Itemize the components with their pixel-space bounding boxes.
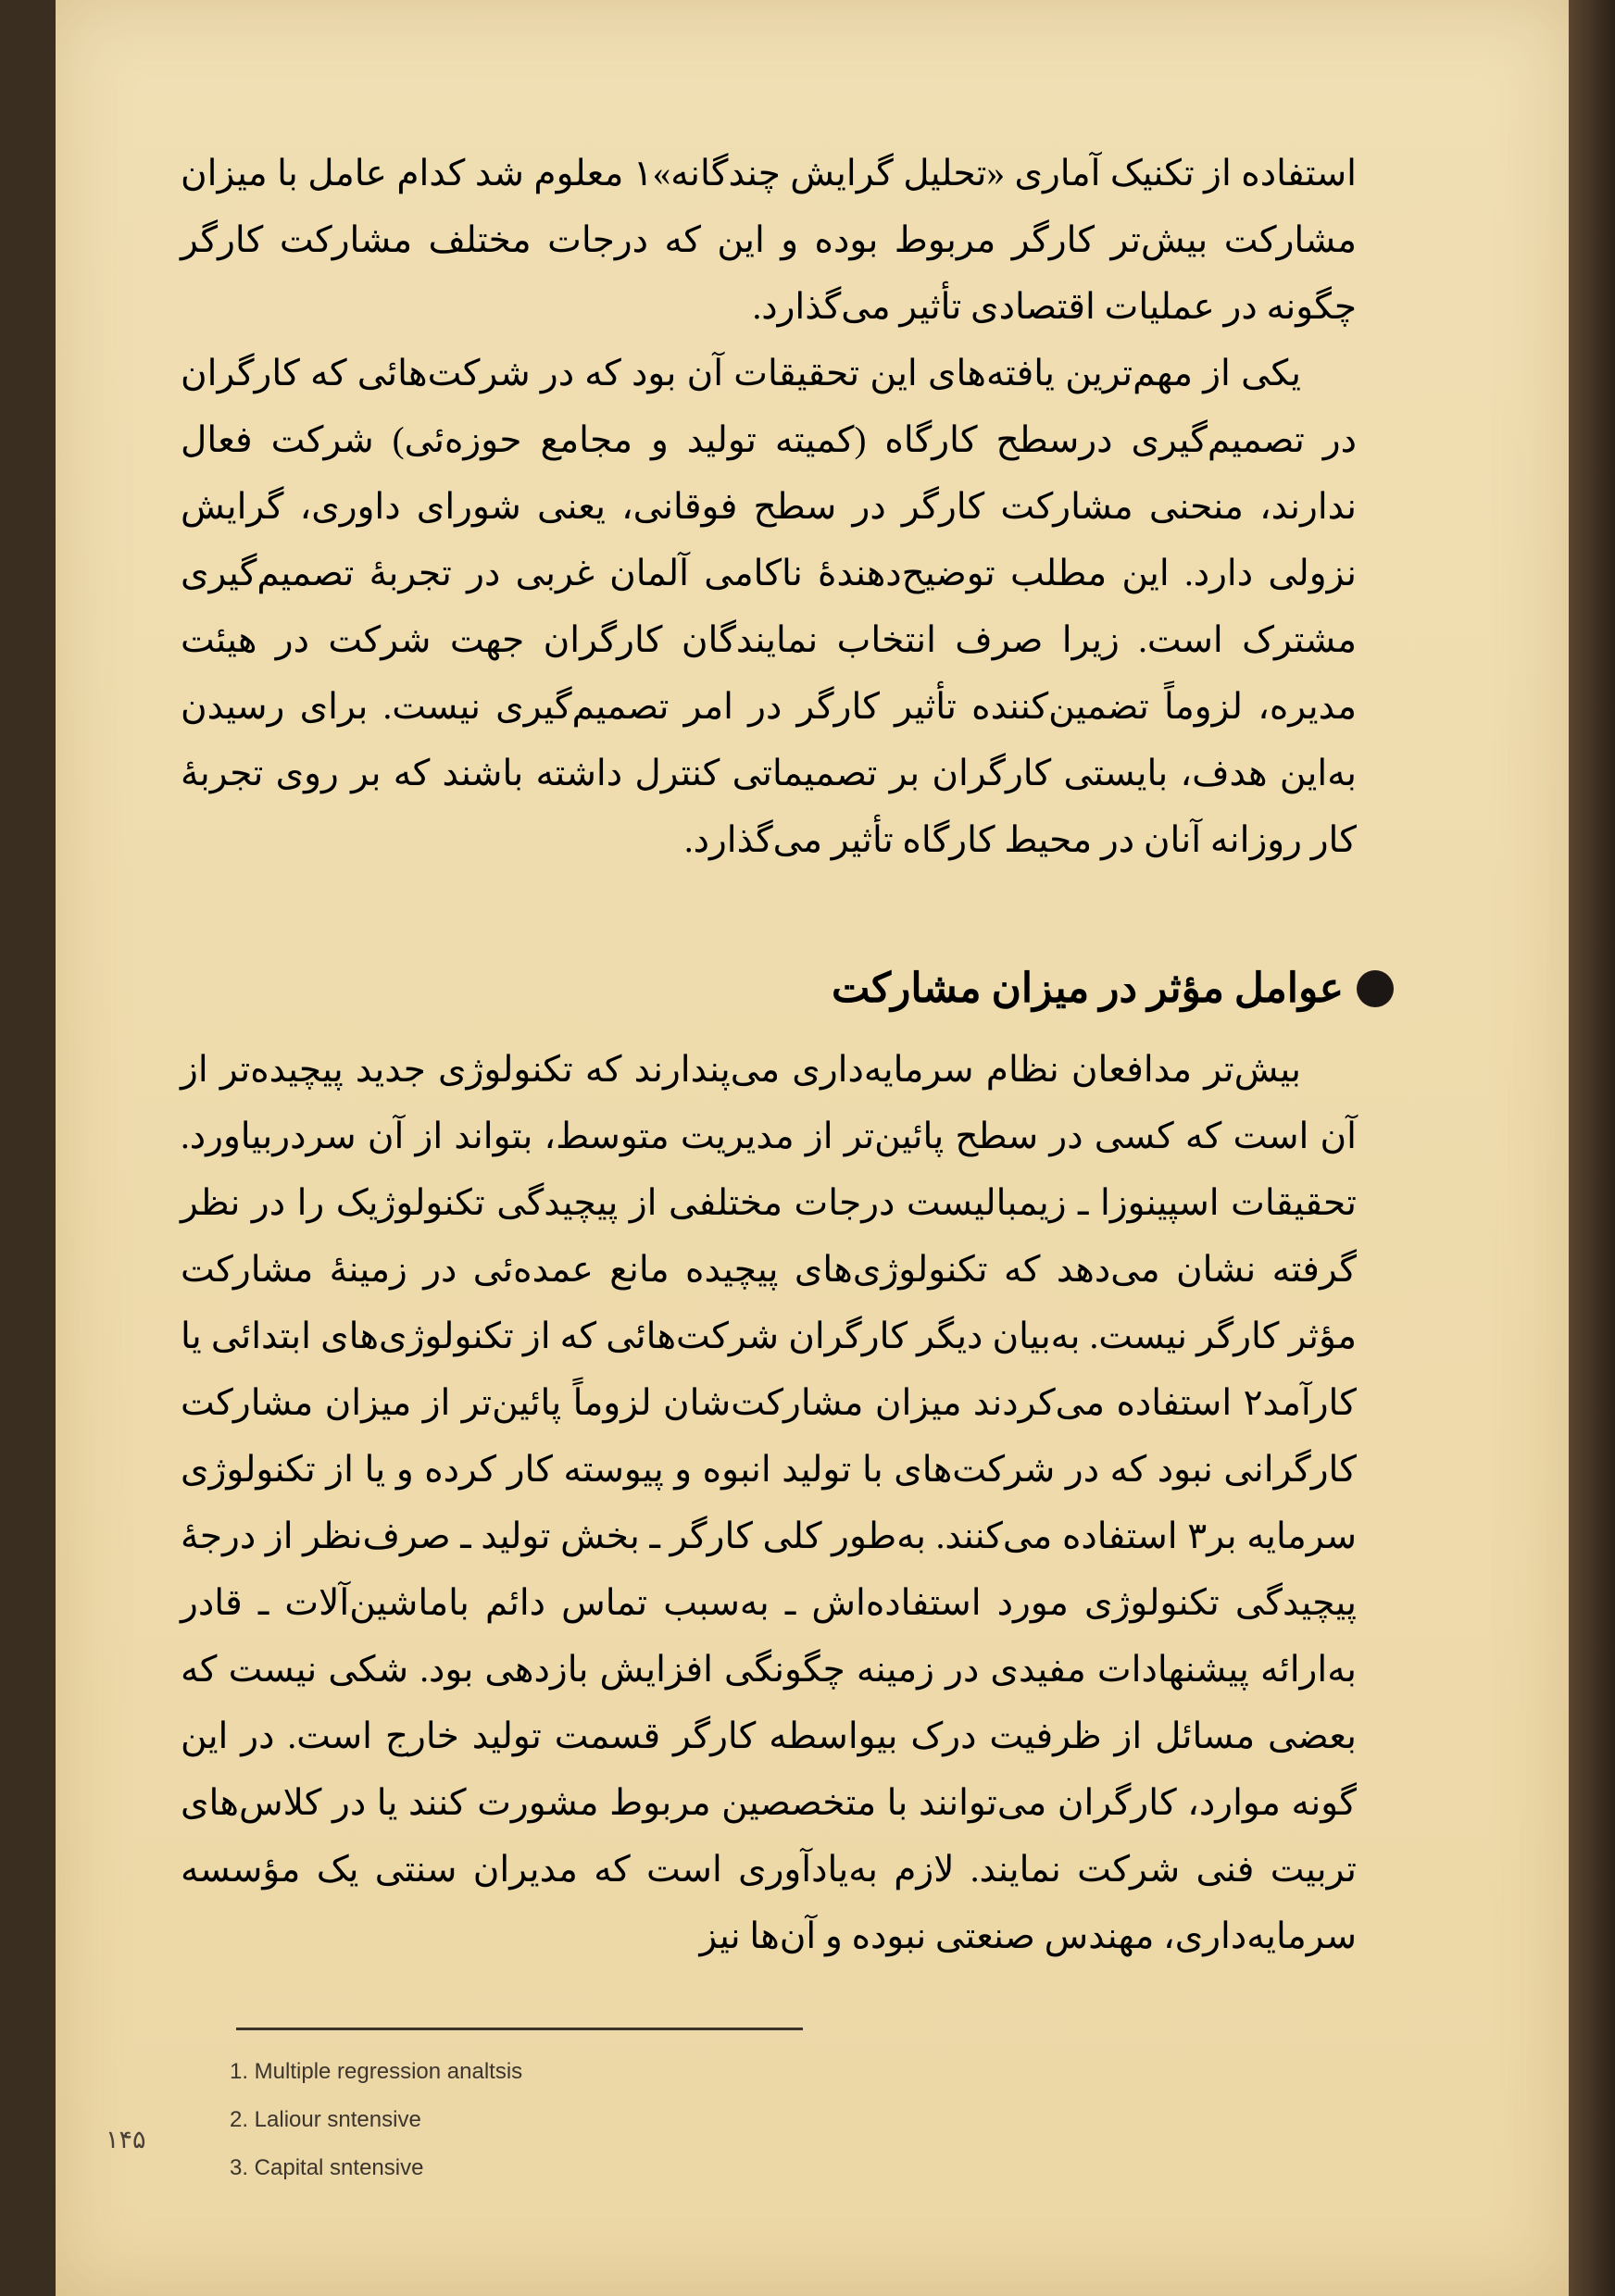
paragraph-3 [181, 1037, 1357, 1970]
page-edge-shadow [1569, 0, 1615, 2296]
footnotes [230, 2048, 522, 2192]
footnote-1: 1. Multiple regression analtsis [230, 2059, 523, 2084]
paragraph-1-text: استفاده از تکنیک آماری «تحلیل گرایش چندگانه»۱ معلوم شد کدام عامل با میزان مشارکت بیش‌تر کارگر مربوط بوده و این که درجات مختلف مشارکت کارگر چگونه در عملیات اقتصادی تأثیر می‌گذارد. [181, 154, 1357, 327]
footnote-2: 2. Laliour sntensive [230, 2107, 421, 2132]
paragraph-3-text: بیش‌تر مدافعان نظام سرمایه‌داری می‌پندارند که تکنولوژی جدید پیچیده‌تر از آن است که کسی در سطح پائین‌تر از مدیریت متوسط، بتواند از آن سردربیاورد. تحقیقات اسپینوزا ـ زیمبالیست درجات مختلفی از پیچیدگی تکنولوژیک را در نظر گرفته نشان می‌دهد که تکنولوژی‌های پیچیده مانع عمده‌ئی در زمینهٔ مشارکت مؤثر کارگر نیست. به‌بیان دیگر کارگران شرکت‌هائی که از تکنولوژی‌های ابتدائی یا کارآمد۲ استفاده می‌کردند میزان مشارکت‌شان لزوماً پائین‌تر از میزان مشارکت کارگرانی نبود که در شرکت‌های با تولید انبوه و پیوسته کار کرده و یا از تکنولوژی سرمایه بر۳ استفاده می‌کنند. به‌طور کلی کارگر ـ بخش تولید ـ صرف‌نظر از درجهٔ پیچیدگی تکنولوژی مورد استفاده‌اش ـ به‌سبب تماس دائم باماشین‌آلات ـ قادر به‌ارائه پیشنهادات مفیدی در زمینه چگونگی افزایش بازدهی بود. شکی نیست که بعضی مسائل از ظرفیت درک بیواسطه کارگر قسمت تولید خارج است. در این گونه موارد، کارگران می‌توانند با متخصصین مربوط مشورت کنند یا در کلاس‌های تربیت فنی شرکت نمایند. لازم به‌یادآوری است که مدیران سنتی یک مؤسسه سرمایه‌داری، مهندس صنعتی نبوده و آن‌ها نیز [181, 1050, 1357, 1956]
paragraph-1 [181, 141, 1357, 341]
footnote-3: 3. Capital sntensive [230, 2155, 424, 2180]
paragraph-2-text: یکی از مهم‌ترین یافته‌های این تحقیقات آن بود که در شرکت‌هائی که کارگران در تصمیم‌گیری درسطح کارگاه (کمیته تولید و مجامع حوزه‌ئی) شرکت فعال ندارند، منحنی مشارکت کارگر در سطح فوقانی، یعنی شورای داوری، گرایش نزولی دارد. این مطلب توضیح‌دهندهٔ ناکامی آلمان غربی در تجربهٔ تصمیم‌گیری مشترک است. زیرا صرف انتخاب نمایندگان کارگران جهت شرکت در هیئت مدیره، لزوماً تضمین‌کننده تأثیر کارگر در امر تصمیم‌گیری نیست. برای رسیدن به‌این هدف، بایستی کارگران بر تصمیماتی کنترل داشته باشند که بر روی تجربهٔ کار روزانه آنان در محیط کارگاه تأثیر می‌گذارد. [181, 354, 1357, 860]
paragraph-2 [181, 341, 1357, 874]
section-heading-text: عوامل مؤثر در میزان مشارکت [831, 966, 1344, 1011]
section-heading [181, 965, 1394, 1012]
page-number: ۱۴۵ [106, 2126, 146, 2153]
footnote-divider [236, 2028, 803, 2030]
bullet-icon [1357, 970, 1394, 1007]
